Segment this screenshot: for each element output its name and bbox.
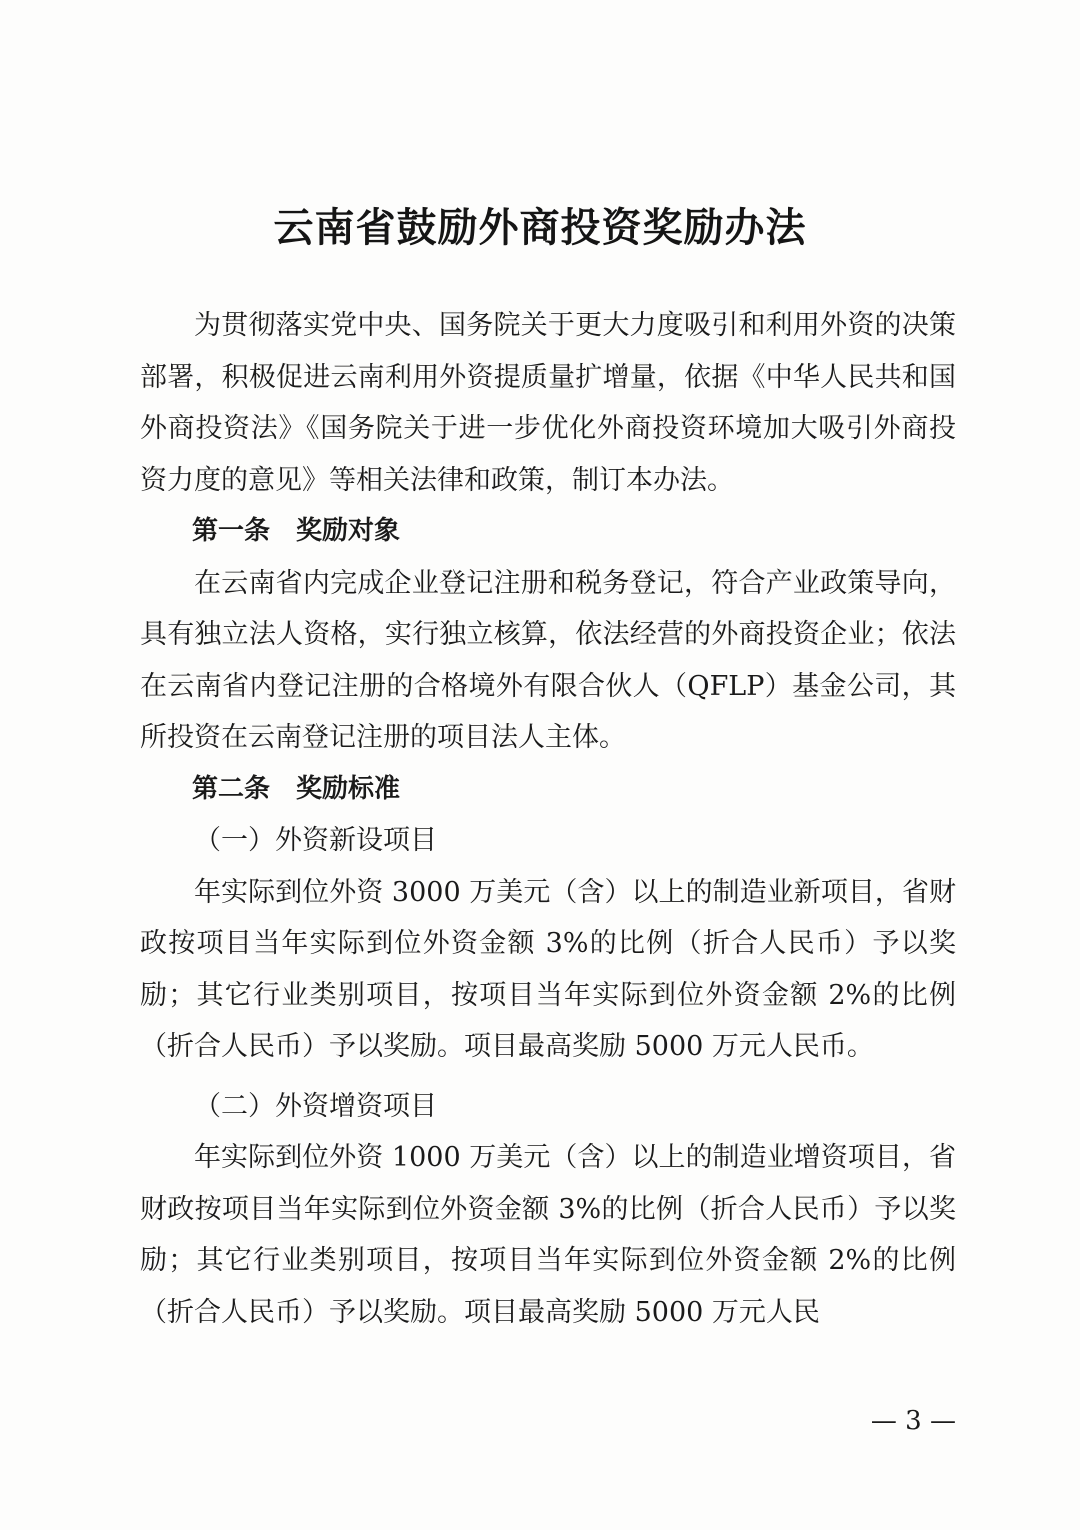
document-title: 云南省鼓励外商投资奖励办法 — [273, 204, 807, 251]
article-2-heading: 第二条 奖励标准 — [192, 773, 401, 804]
preamble-paragraph: 为贯彻落实党中央、国务院关于更大力度吸引和利用外资的决策部署，积极促进云南利用外资提质量扩增量，依据《中华人民共和国外商投资法》《国务院关于进一步优化外商投资环境加大吸引外商投资力度的意见》等相关法律和政策，制订本办法。 — [140, 310, 956, 496]
article-2-section-1-heading: （一）外资新设项目 — [194, 825, 437, 856]
article-2-section-2-heading: （二）外资增资项目 — [194, 1090, 437, 1122]
article-1-heading: 第一条 奖励对象 — [192, 516, 401, 546]
document-body — [140, 300, 956, 1338]
article-1-text: 在云南省内完成企业登记注册和税务登记，符合产业政策导向，具有独立法人资格，实行独立核算，依法经营的外商投资企业；依法在云南省内登记注册的合格境外有限合伙人（QFLP）基金公司，其所投资在云南登记注册的项目法人主体。 — [140, 567, 956, 753]
page-number: — 3 — — [870, 1406, 956, 1436]
article-2-section-1-text: 年实际到位外资 3000 万美元（含）以上的制造业新项目，省财政按项目当年实际到位外资金额 3%的比例（折合人民币）予以奖励；其它行业类别项目，按项目当年实际到位外资金额 2%的比例（折合人民币）予以奖励。项目最高奖励 5000 万元人民币。 — [140, 876, 956, 1062]
article-2-section-2-text: 年实际到位外资 1000 万美元（含）以上的制造业增资项目，省财政按项目当年实际到位外资金额 3%的比例（折合人民币）予以奖励；其它行业类别项目，按项目当年实际到位外资金额 2%的比例（折合人民币）予以奖励。项目最高奖励 5000 万元人民 — [140, 1142, 956, 1328]
